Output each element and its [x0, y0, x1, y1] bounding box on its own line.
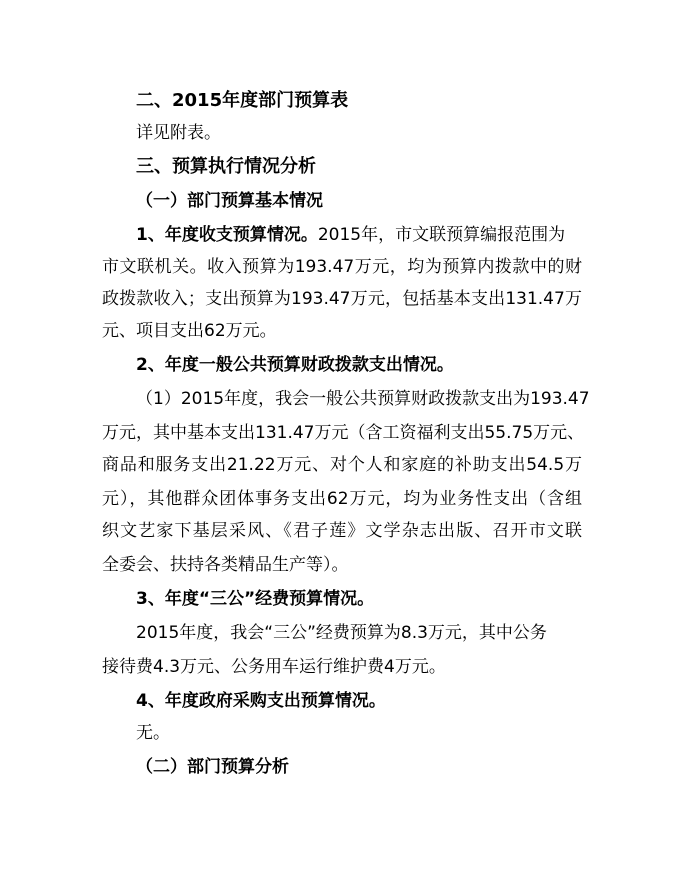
- para1-line3: 政拨款收入；支出预算为193.47万元，包括基本支出131.47万: [102, 289, 582, 309]
- para1-line4: 元、项目支出62万元。: [102, 321, 277, 341]
- section2-body: 详见附表。: [136, 123, 221, 143]
- section3-title: 三、预算执行情况分析: [136, 156, 316, 177]
- subsection1-title: （一）部门预算基本情况: [136, 191, 323, 211]
- para3-line1: 2015年度，我会“三公”经费预算为8.3万元，其中公务: [136, 623, 547, 643]
- para2-line2: 万元，其中基本支出131.47万元（含工资福利支出55.75万元、: [102, 423, 585, 443]
- section2-title: 二、2015年度部门预算表: [136, 90, 349, 111]
- para2-line5: 织文艺家下基层采风、《君子莲》文学杂志出版、召开市文联: [102, 521, 582, 541]
- para1-lead: 1、年度收支预算情况。: [136, 225, 318, 245]
- para4-body: 无。: [136, 723, 170, 743]
- para2-line1: （1）2015年度，我会一般公共预算财政拨款支出为193.47: [136, 389, 590, 409]
- para1-line1-rest: 2015年，市文联预算编报范围为: [317, 225, 566, 245]
- para3-title: 3、年度“三公”经费预算情况。: [136, 589, 375, 609]
- para2-line3: 商品和服务支出21.22万元、对个人和家庭的补助支出54.5万: [102, 455, 582, 475]
- para2-line6: 全委会、扶持各类精品生产等）。: [102, 555, 349, 575]
- para3-line2: 接待费4.3万元、公务用车运行维护费4万元。: [102, 657, 446, 677]
- para1-line2: 市文联机关。收入预算为193.47万元，均为预算内拨款中的财: [102, 257, 582, 277]
- para2-line4: 元），其他群众团体事务支出62万元，均为业务性支出（含组: [102, 489, 582, 509]
- para2-title: 2、年度一般公共预算财政拨款支出情况。: [136, 355, 454, 375]
- para1-line1: [136, 220, 582, 250]
- para4-title: 4、年度政府采购支出预算情况。: [136, 691, 386, 711]
- subsection2-title: （二）部门预算分析: [136, 757, 289, 777]
